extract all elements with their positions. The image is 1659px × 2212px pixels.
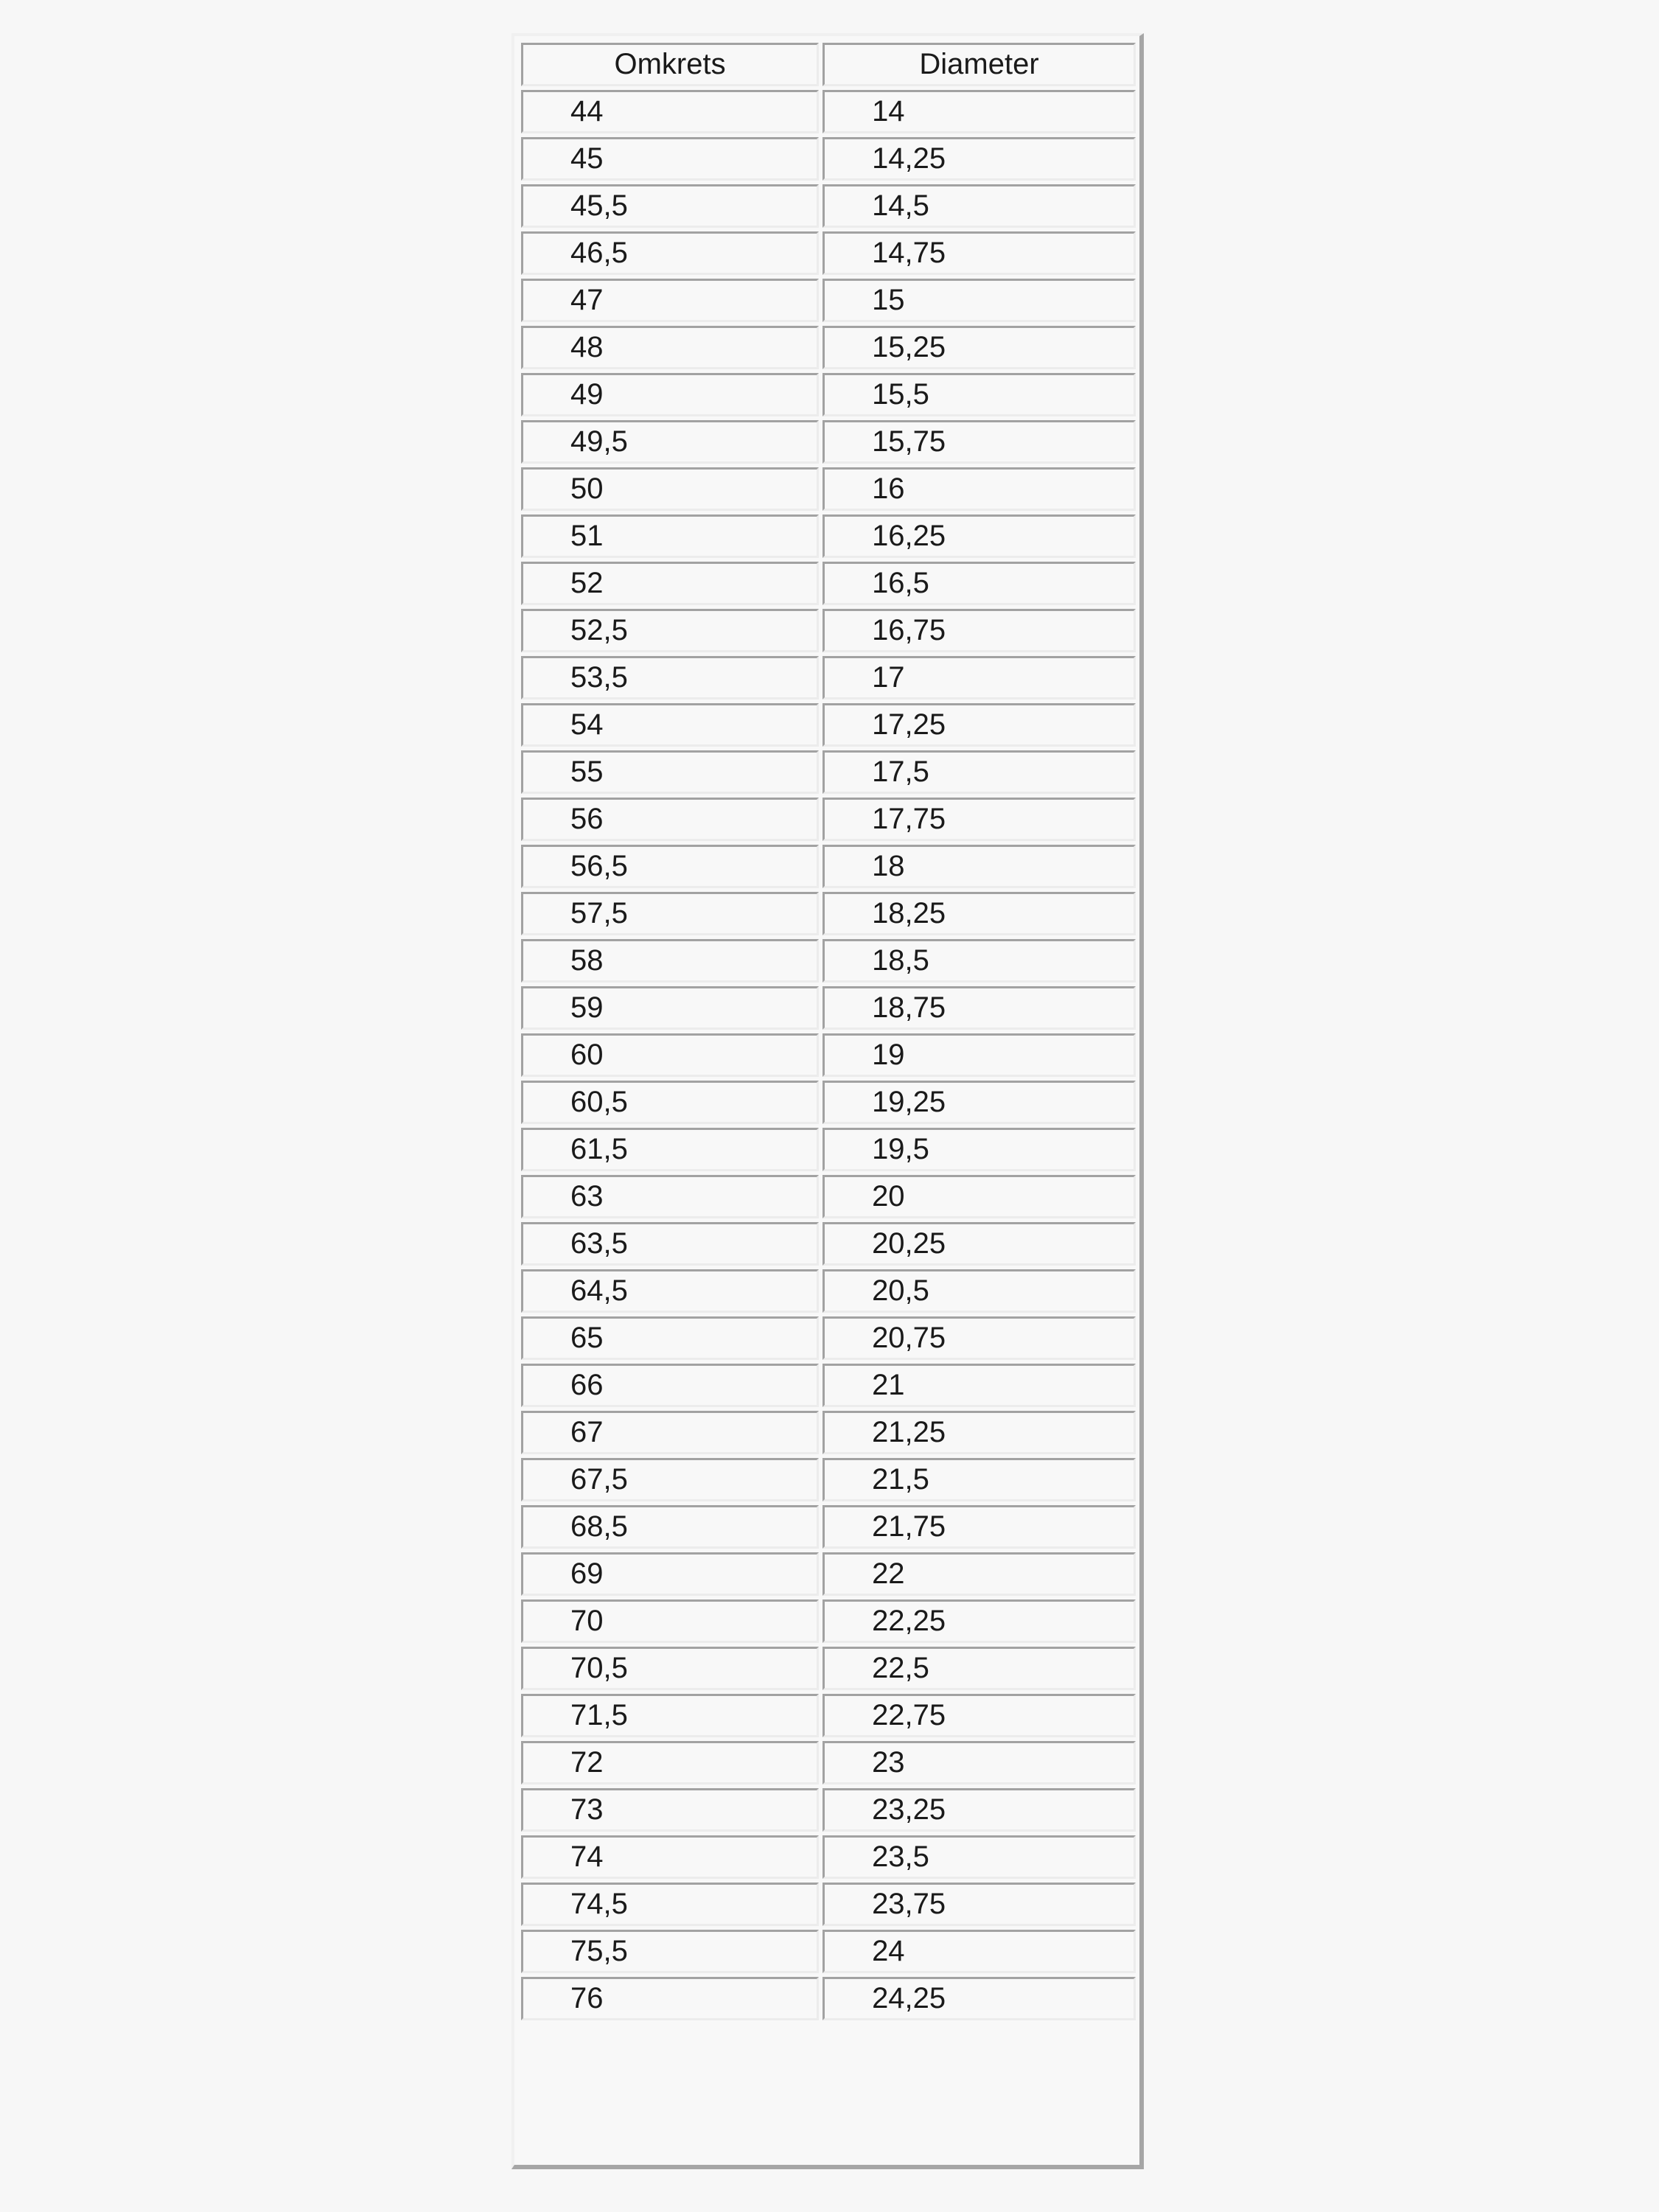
cell-omkrets: 56	[521, 798, 819, 841]
cell-diameter: 16,25	[822, 514, 1136, 558]
cell-diameter: 18,5	[822, 939, 1136, 983]
cell-diameter: 22,25	[822, 1599, 1136, 1643]
cell-omkrets: 45,5	[521, 184, 819, 228]
cell-diameter: 21	[822, 1364, 1136, 1407]
cell-omkrets: 58	[521, 939, 819, 983]
table-row	[521, 420, 1136, 464]
size-table	[517, 39, 1139, 2024]
table-row	[521, 986, 1136, 1030]
cell-diameter: 15,75	[822, 420, 1136, 464]
cell-diameter: 19,5	[822, 1128, 1136, 1171]
cell-omkrets: 61,5	[521, 1128, 819, 1171]
cell-omkrets: 47	[521, 279, 819, 322]
table-row	[521, 1033, 1136, 1077]
header-diameter: Diameter	[822, 43, 1136, 86]
cell-omkrets: 74,5	[521, 1883, 819, 1926]
table-row	[521, 231, 1136, 275]
cell-diameter: 23,5	[822, 1835, 1136, 1879]
cell-diameter: 23,75	[822, 1883, 1136, 1926]
cell-omkrets: 53,5	[521, 656, 819, 699]
cell-diameter: 22,75	[822, 1694, 1136, 1737]
size-table-container	[511, 33, 1144, 2169]
table-row	[521, 750, 1136, 794]
table-row	[521, 1128, 1136, 1171]
table-row	[521, 1788, 1136, 1832]
cell-omkrets: 49	[521, 373, 819, 416]
cell-omkrets: 60	[521, 1033, 819, 1077]
cell-diameter: 20,75	[822, 1316, 1136, 1360]
table-row	[521, 90, 1136, 133]
cell-omkrets: 67	[521, 1411, 819, 1454]
cell-omkrets: 60,5	[521, 1081, 819, 1124]
cell-omkrets: 45	[521, 137, 819, 181]
cell-omkrets: 75,5	[521, 1930, 819, 1973]
cell-omkrets: 54	[521, 703, 819, 747]
table-row	[521, 1222, 1136, 1266]
table-row	[521, 798, 1136, 841]
cell-omkrets: 46,5	[521, 231, 819, 275]
cell-diameter: 20,25	[822, 1222, 1136, 1266]
cell-omkrets: 73	[521, 1788, 819, 1832]
cell-omkrets: 52,5	[521, 609, 819, 652]
cell-diameter: 16,75	[822, 609, 1136, 652]
table-row	[521, 1930, 1136, 1973]
table-row	[521, 1458, 1136, 1501]
table-row	[521, 1741, 1136, 1784]
table-row	[521, 562, 1136, 605]
cell-omkrets: 51	[521, 514, 819, 558]
cell-omkrets: 67,5	[521, 1458, 819, 1501]
header-omkrets: Omkrets	[521, 43, 819, 86]
cell-diameter: 24	[822, 1930, 1136, 1973]
table-row	[521, 279, 1136, 322]
cell-diameter: 14,75	[822, 231, 1136, 275]
table-row	[521, 1694, 1136, 1737]
cell-diameter: 17,5	[822, 750, 1136, 794]
cell-diameter: 17	[822, 656, 1136, 699]
cell-diameter: 23	[822, 1741, 1136, 1784]
cell-omkrets: 63,5	[521, 1222, 819, 1266]
cell-diameter: 18	[822, 845, 1136, 888]
table-row	[521, 1599, 1136, 1643]
cell-diameter: 15,5	[822, 373, 1136, 416]
cell-omkrets: 66	[521, 1364, 819, 1407]
cell-omkrets: 70,5	[521, 1647, 819, 1690]
cell-diameter: 18,25	[822, 892, 1136, 935]
cell-diameter: 20	[822, 1175, 1136, 1218]
cell-diameter: 15	[822, 279, 1136, 322]
table-row	[521, 1552, 1136, 1596]
table-row	[521, 467, 1136, 511]
table-row	[521, 845, 1136, 888]
cell-omkrets: 50	[521, 467, 819, 511]
table-row	[521, 514, 1136, 558]
table-row	[521, 939, 1136, 983]
table-row	[521, 1411, 1136, 1454]
cell-omkrets: 72	[521, 1741, 819, 1784]
cell-diameter: 23,25	[822, 1788, 1136, 1832]
cell-diameter: 21,25	[822, 1411, 1136, 1454]
cell-omkrets: 65	[521, 1316, 819, 1360]
cell-omkrets: 56,5	[521, 845, 819, 888]
cell-omkrets: 52	[521, 562, 819, 605]
table-row	[521, 1883, 1136, 1926]
table-row	[521, 137, 1136, 181]
table-row	[521, 609, 1136, 652]
table-row	[521, 703, 1136, 747]
cell-omkrets: 76	[521, 1977, 819, 2020]
table-row	[521, 1175, 1136, 1218]
table-body	[521, 90, 1136, 2020]
cell-diameter: 16	[822, 467, 1136, 511]
cell-diameter: 17,25	[822, 703, 1136, 747]
cell-diameter: 16,5	[822, 562, 1136, 605]
cell-omkrets: 70	[521, 1599, 819, 1643]
cell-diameter: 14	[822, 90, 1136, 133]
cell-omkrets: 74	[521, 1835, 819, 1879]
cell-diameter: 24,25	[822, 1977, 1136, 2020]
table-row	[521, 892, 1136, 935]
cell-omkrets: 69	[521, 1552, 819, 1596]
table-row	[521, 1081, 1136, 1124]
cell-diameter: 19,25	[822, 1081, 1136, 1124]
cell-omkrets: 49,5	[521, 420, 819, 464]
cell-diameter: 21,75	[822, 1505, 1136, 1549]
cell-omkrets: 71,5	[521, 1694, 819, 1737]
cell-omkrets: 48	[521, 326, 819, 369]
table-row	[521, 656, 1136, 699]
cell-diameter: 22	[822, 1552, 1136, 1596]
cell-diameter: 22,5	[822, 1647, 1136, 1690]
cell-diameter: 18,75	[822, 986, 1136, 1030]
table-row	[521, 1835, 1136, 1879]
table-row	[521, 326, 1136, 369]
cell-omkrets: 57,5	[521, 892, 819, 935]
cell-omkrets: 68,5	[521, 1505, 819, 1549]
cell-diameter: 19	[822, 1033, 1136, 1077]
cell-diameter: 14,5	[822, 184, 1136, 228]
table-row	[521, 1269, 1136, 1313]
cell-omkrets: 55	[521, 750, 819, 794]
table-row	[521, 1316, 1136, 1360]
table-row	[521, 1977, 1136, 2020]
cell-diameter: 15,25	[822, 326, 1136, 369]
table-row	[521, 373, 1136, 416]
table-row	[521, 1364, 1136, 1407]
table-header-row	[521, 43, 1136, 86]
table-row	[521, 1647, 1136, 1690]
cell-diameter: 21,5	[822, 1458, 1136, 1501]
cell-diameter: 17,75	[822, 798, 1136, 841]
cell-omkrets: 44	[521, 90, 819, 133]
cell-diameter: 20,5	[822, 1269, 1136, 1313]
cell-omkrets: 63	[521, 1175, 819, 1218]
cell-diameter: 14,25	[822, 137, 1136, 181]
table-row	[521, 1505, 1136, 1549]
table-row	[521, 184, 1136, 228]
cell-omkrets: 59	[521, 986, 819, 1030]
cell-omkrets: 64,5	[521, 1269, 819, 1313]
